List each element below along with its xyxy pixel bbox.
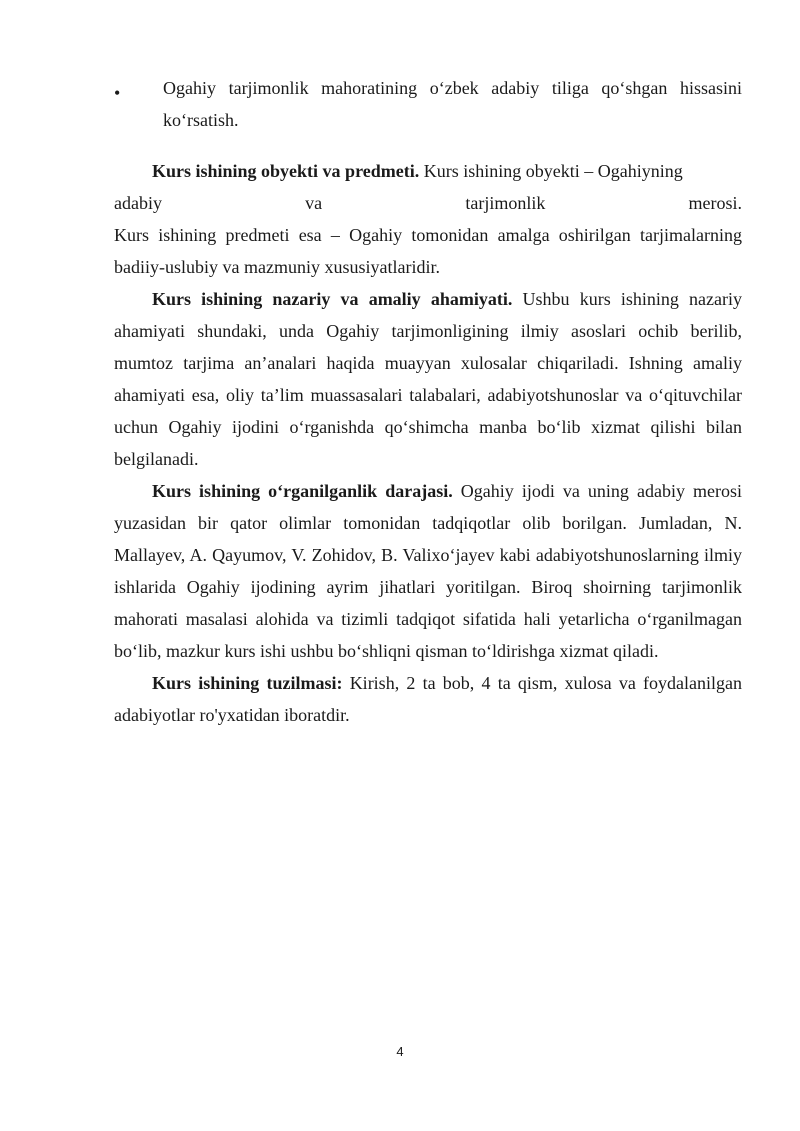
degree-heading: Kurs ishining o‘rganilganlik darajasi. xyxy=(152,481,453,501)
page-number: 4 xyxy=(396,1044,404,1059)
object-justified-line xyxy=(114,187,742,219)
body-text xyxy=(114,155,742,731)
object-word: adabiy xyxy=(114,193,162,213)
object-word: tarjimonlik xyxy=(465,193,546,213)
bullet-icon: • xyxy=(114,83,121,103)
significance-heading: Kurs ishining nazariy va amaliy ahamiyati. xyxy=(152,289,513,309)
object-paragraph xyxy=(114,155,742,187)
object-word: merosi. xyxy=(688,193,742,213)
bullet-text: Ogahiy tarjimonlik mahoratining o‘zbek adabiy tiligа qo‘shgan hissasini ko‘rsatish. xyxy=(163,78,742,130)
significance-paragraph xyxy=(114,283,742,475)
degree-text: Ogahiy ijodi va uning adabiy merosi yuzasidan bir qator olimlar tomonidan tadqiqotlar olib borilgan. Jumladan, N. Mallayev, A. Qayumov, V. Zohidov, B. Valixo‘jayev kabi adabiyotshunoslarning ilmiy ishlarida Ogahiy ijodining ayrim jihatlari yoritilgan. Biroq shoirning tarjimonlik mahorati masalasi alohida va tizimli tadqiqot sifatida hali yetarlicha o‘rganilmagan bo‘lib, mazkur kurs ishi ushbu bo‘shliqni qisman to‘ldirishga xizmat qiladi. xyxy=(114,481,743,661)
object-heading: Kurs ishining obyekti va predmeti. xyxy=(152,161,420,181)
structure-heading: Kurs ishining tuzilmasi: xyxy=(152,673,343,693)
object-word: va xyxy=(305,193,323,213)
significance-text: Ushbu kurs ishining nazariy ahamiyati shundaki, unda Ogahiy tarjimonligining ilmiy asoslari ochib berilib, mumtoz tarjima an’analari haqida muayyan xulosalar chiqariladi. Ishning amaliy ahamiyati esa, oliy ta’lim muassasalari talabalari, adabiyotshunoslar va o‘qituvchilar uchun Ogahiy ijodini o‘rganishda qo‘shimcha manba bo‘lib xizmat qilishi bilan belgilanadi. xyxy=(114,289,742,469)
degree-paragraph xyxy=(114,475,742,667)
structure-text: Kirish, 2 ta bob, 4 ta qism, xulosa va foydalanilgan adabiyotlar ro'yxatidan iboratdir. xyxy=(114,673,743,725)
structure-paragraph xyxy=(114,667,742,731)
goal-bullet-item xyxy=(114,72,742,136)
object-lead-text: Kurs ishining obyekti – Ogahiyning xyxy=(423,161,683,181)
subject-text: Kurs ishining predmeti esa – Ogahiy tomonidan amalga oshirilgan tarjimalarning badiiy-uslubiy va mazmuniy xususiyatlaridir. xyxy=(114,225,742,277)
